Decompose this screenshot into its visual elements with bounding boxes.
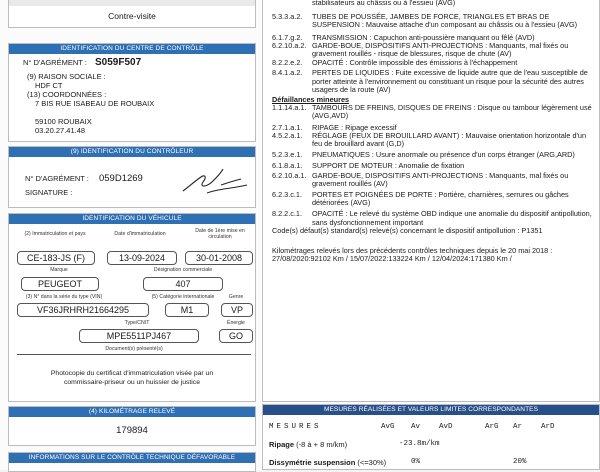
col-avd: AvD <box>439 423 453 431</box>
address-phone: 03.20.27.41.48 <box>35 126 86 135</box>
left-column <box>8 0 256 470</box>
defect-line: stabilisateurs au châssis ou à l'essieu (AVG) <box>312 0 456 7</box>
agrement-value: S059F507 <box>94 57 142 68</box>
col-avg: AvG <box>381 423 395 431</box>
dissymetrie-ar: 20% <box>513 458 527 466</box>
mesures-box <box>262 404 600 470</box>
defect-line: 2.7.1.a.1. RIPAGE : Ripage excessif <box>272 122 397 132</box>
defect-line: 8.4.1.a.2. PERTES DE LIQUIDES : Fuite excessive de liquide autre que de l'eau susceptible de porter atteinte à l'environnement ou constituant un risque pour la sécurité des autres usagers de la route (AV) <box>272 68 588 94</box>
defect-line: 6.2.10.a.2. GARDE-BOUE, DISPOSITIFS ANTI-PROJECTIONS : Manquants, mal fixés ou gravement rouillés - risque de blessures, risque de chute (AV) <box>272 40 569 59</box>
centre-header: IDENTIFICATION DU CENTRE DE CONTRÔLE <box>9 44 255 54</box>
label-marque: Marque <box>50 267 68 273</box>
signature-mark <box>177 163 251 199</box>
defect-line: 6.2.3.c.1. PORTES ET POIGNÉES DE PORTE : Portière, charnières, serrures ou gâches détériorées (AVG) <box>272 190 569 208</box>
right-column <box>262 0 600 470</box>
ctrl-agrement-value: 059D1269 <box>98 173 143 184</box>
result-value: Contre-visite <box>108 11 156 21</box>
col-ard: ArD <box>541 423 555 431</box>
label-immat: (2) Immatriculation et pays <box>24 231 86 237</box>
ripage-value: -23.8m/km <box>399 440 440 448</box>
defect-line: 8.2.2.c.1. OPACITÉ : Le relevé du système OBD indique une anomalie du dispositif antipollution, sans dysfonctionnement important <box>272 209 592 227</box>
address-line1: 7 BIS RUE ISABEAU DE ROUBAIX <box>35 99 155 108</box>
ctrl-agrement-label: N° D'AGRÉMENT : <box>25 174 89 183</box>
defect-line: 6.1.7.g.2. TRANSMISSION : Capuchon anti-poussière manquant ou fêlé (AVD) <box>272 32 535 42</box>
coord-label: (13) COORDONNÉES : <box>27 90 107 99</box>
label-genre: Genre <box>228 294 244 300</box>
date-immat-field: 13-09-2024 <box>107 251 177 265</box>
document-line2: commissaire-priseur ou un huissier de justice <box>64 378 200 386</box>
controleur-header: (9) IDENTIFICATION DU CONTRÔLEUR <box>9 147 255 157</box>
designation-field: 407 <box>143 277 223 291</box>
marque-field: PEUGEOT <box>21 277 99 291</box>
mesures-title: MESURES <box>269 423 322 431</box>
result-box <box>8 0 256 28</box>
km-value: 179894 <box>116 425 148 436</box>
controleur-box <box>8 146 256 208</box>
kilometrage-box <box>8 406 256 446</box>
label-categorie: (5) Catégorie internationale <box>151 294 215 300</box>
defect-line: 5.3.3.a.2. TUBES DE POUSSÉE, JAMBES DE FORCE, TRIANGLES ET BRAS DE SUSPENSION : Mauvaise attache d'un composant au châssis ou à l'essieu (AVG) <box>272 12 578 30</box>
raison-label: (9) RAISON SOCIALE : <box>27 72 106 81</box>
defect-line: 8.2.2.e.2. OPACITÉ : Contrôle impossible des émissions à l'échappement <box>272 58 518 68</box>
address-line2: 59100 ROUBAIX <box>35 117 92 126</box>
immat-field: CE-183-JS (F) <box>17 251 95 265</box>
label-vin: (3) N° dans la série du type (VIN) <box>25 294 103 300</box>
mineures-title: Défaillances mineures <box>272 95 350 105</box>
col-arg: ArG <box>485 423 499 431</box>
defect-line: 6.2.10.a.1. GARDE-BOUE, DISPOSITIFS ANTI-PROJECTIONS : Manquants, mal fixés ou gravement rouillés (AV) <box>272 170 569 188</box>
vehicule-header: IDENTIFICATION DU VÉHICULE <box>9 214 255 224</box>
km-header: (4) KILOMÉTRAGE RELEVÉ <box>9 407 255 417</box>
defect-line: 1.1.14.a.1. TAMBOURS DE FREINS, DISQUES DE FREINS : Disque ou tambour légèrement usé (AVG,AVD) <box>272 103 592 121</box>
documents-text <box>9 370 255 387</box>
km-history: Kilométrages relevés lors des précédents contrôles techniques depuis le 20 mai 2018 : 27/08/2020:92102 Km / 15/07/2022:133224 Km / 12/04/2024:171380 Km / <box>272 246 553 264</box>
dissymetrie-av: 0% <box>411 458 421 466</box>
defavorable-box <box>8 452 256 472</box>
label-date-circ: Date de 1ère mise en circulation <box>195 228 245 240</box>
label-date-immat: Date d'immatriculation <box>114 231 166 237</box>
energie-field: GO <box>219 329 253 343</box>
vehicule-box <box>8 213 256 402</box>
code-defaut: Code(s) défaut(s) standard(s) relevé(s) concernant le dispositif antipollution : P1351 <box>272 225 543 235</box>
signature-label: SIGNATURE : <box>25 188 73 197</box>
agrement-label: N° D'AGRÉMENT : <box>23 58 87 67</box>
type-cnit-field: MPE5511PJ467 <box>79 329 199 343</box>
label-energie: Énergie <box>227 320 245 326</box>
ripage-row: Ripage (-8 à + 8 m/km) <box>269 440 348 449</box>
categorie-field: M1 <box>165 303 209 317</box>
defect-line: 5.2.3.e.1. PNEUMATIQUES : Usure anormale ou présence d'un corps étranger (ARG,ARD) <box>272 150 575 160</box>
centre-box <box>8 43 256 142</box>
label-designation: Désignation commerciale <box>153 267 213 273</box>
defect-line: 6.1.8.a.1. SUPPORT DE MOTEUR : Anomalie de fixation <box>272 161 465 171</box>
majeures-list <box>272 0 594 263</box>
defavorable-header: INFORMATIONS SUR LE CONTRÔLE TECHNIQUE DÉFAVORABLE <box>9 453 255 463</box>
defect-line: 4.5.2.a.1. RÉGLAGE (FEUX DE BROUILLARD AVANT) : Mauvaise orientation horizontale d'un feu de brouillard avant (G,D) <box>272 130 587 149</box>
col-ar: Ar <box>513 423 523 431</box>
raison-value: HDF CT <box>35 81 63 90</box>
genre-field: VP <box>221 303 253 317</box>
col-av: Av <box>411 423 421 431</box>
date-circ-field: 30-01-2008 <box>185 251 253 265</box>
label-type: Type/CNIT <box>124 320 150 326</box>
document-line1: Photocopie du certificat d'immatriculation visée par un <box>50 370 214 377</box>
dissymetrie-row: Dissymétrie suspension (<=30%) <box>269 458 387 467</box>
mesures-header: MESURES RÉALISÉES ET VALEURS LIMITES CORRESPONDANTES <box>263 405 599 415</box>
label-documents: Document(s) présenté(s) <box>105 346 163 352</box>
vin-field: VF36JRHRH21664295 <box>17 303 149 317</box>
